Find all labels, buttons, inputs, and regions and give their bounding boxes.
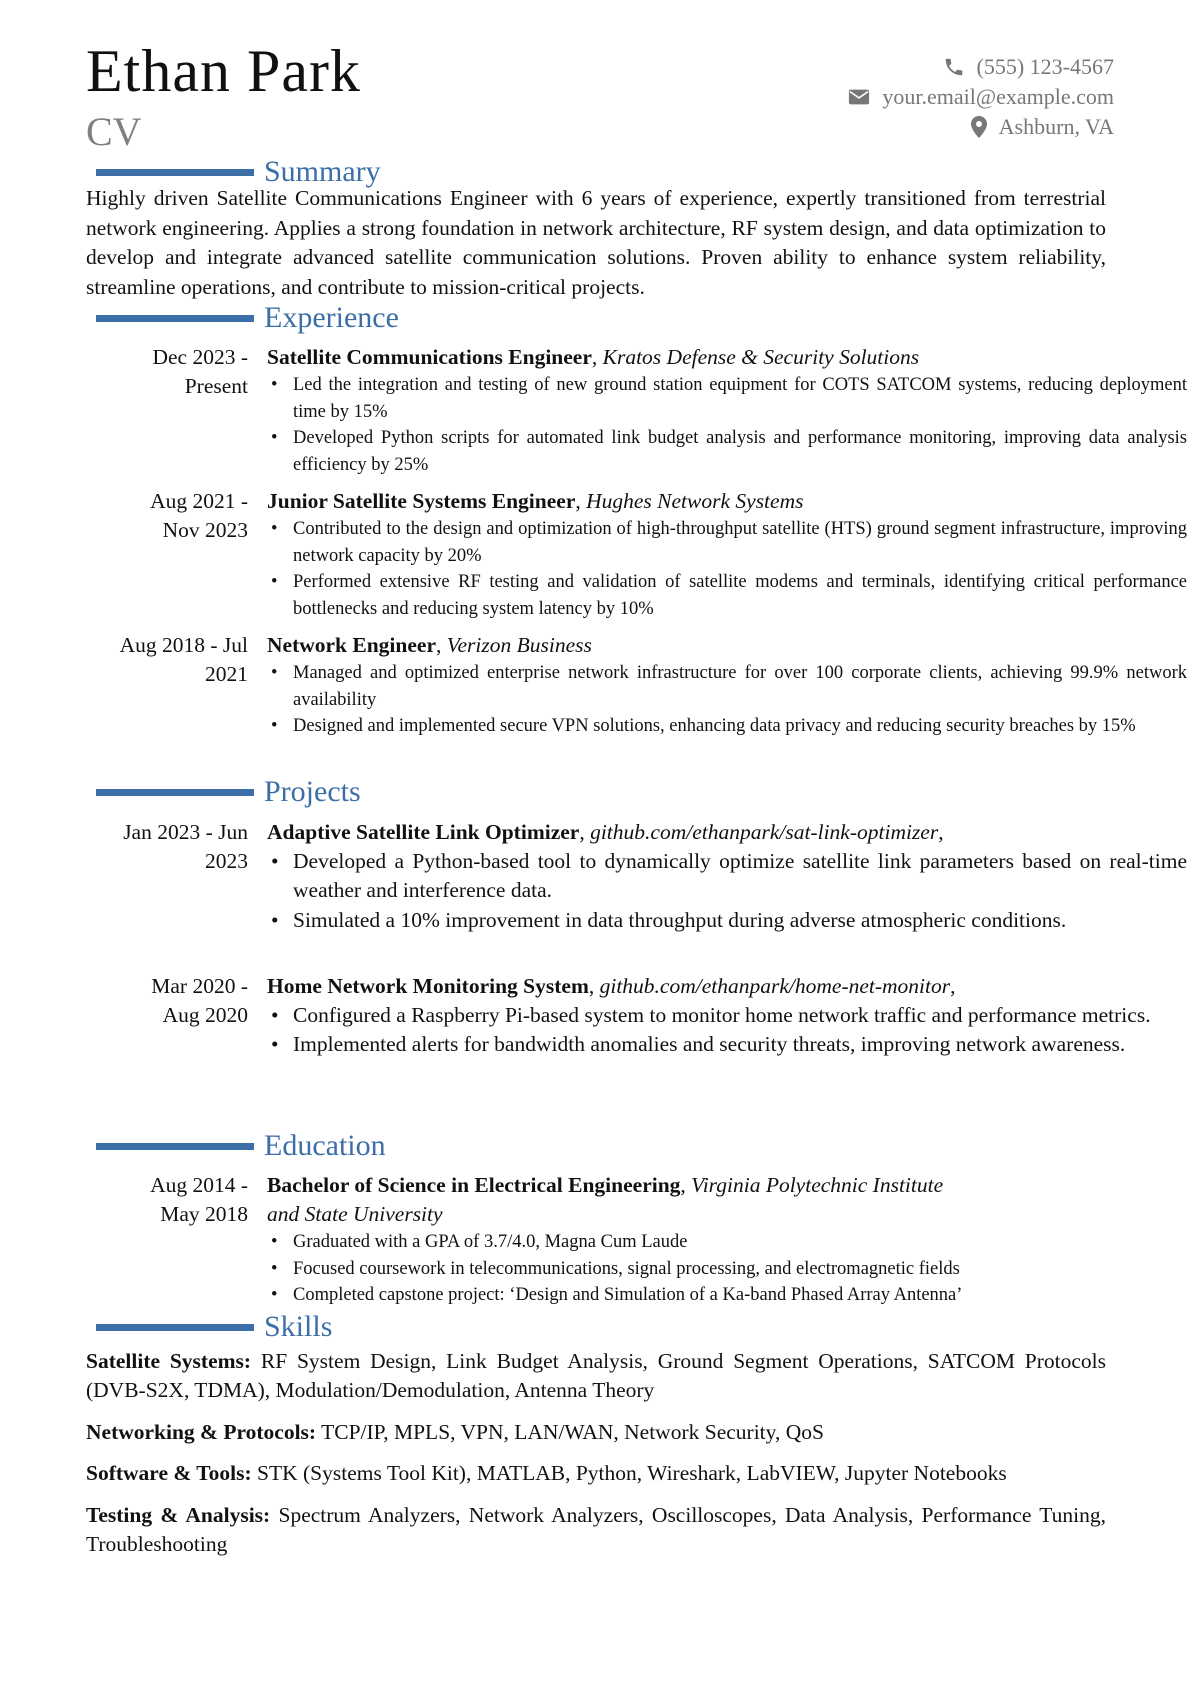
project-link[interactable]: github.com/ethanpark/sat-link-optimizer (590, 820, 939, 844)
section-bar (96, 1324, 254, 1331)
contact-block (848, 52, 1114, 142)
project-title: Home Network Monitoring System (267, 974, 589, 998)
bullet-item: • Developed Python scripts for automated link budget analysis and performance monitoring, improving data analysis efficiency by 25% (267, 425, 1187, 478)
document-subtitle: CV (86, 109, 142, 154)
degree-title: Bachelor of Science in Electrical Engineering (267, 1173, 681, 1197)
skill-values: Spectrum Analyzers, Network Analyzers, Oscilloscopes, Data Analysis, Performance Tuning, Troubleshooting (86, 1502, 1107, 1557)
skill-category: Software & Tools: (86, 1461, 252, 1486)
location-text: Ashburn, VA (998, 114, 1114, 139)
section-bar (96, 1143, 254, 1150)
bullet-list (267, 1229, 1187, 1309)
section-title: Summary (264, 155, 381, 188)
entry-body (267, 818, 1187, 935)
bullet-list (267, 1001, 1187, 1060)
entry-title-line (267, 1200, 1187, 1229)
skill-category: Testing & Analysis: (86, 1502, 271, 1527)
job-title: Junior Satellite Systems Engineer (267, 489, 576, 513)
section-title: Skills (264, 1310, 333, 1343)
map-marker-icon (971, 116, 987, 138)
bullet-list (267, 372, 1187, 478)
date-end: Aug 2020 (162, 1003, 248, 1027)
bullet-item: • Contributed to the design and optimization of high-throughput satellite (HTS) ground segment infrastructure, improving network capacity by 20% (267, 516, 1187, 569)
entry-date (86, 972, 248, 1030)
section-bar (96, 169, 254, 176)
skill-values: RF System Design, Link Budget Analysis, Ground Segment Operations, SATCOM Protocols (DVB-S2X, TDMA), Modulation/Demodulation, Antenna Theory (86, 1349, 1107, 1403)
entry-title-line: Satellite Communications Engineer, Kratos Defense & Security Solutions (267, 345, 920, 369)
section-title: Projects (264, 775, 361, 808)
skills-list (86, 1347, 1106, 1571)
date-start: Dec 2023 - (152, 345, 248, 369)
job-title: Network Engineer (267, 633, 436, 657)
contact-location (848, 112, 1114, 142)
entry-date (86, 631, 248, 689)
entry-title-line: Bachelor of Science in Electrical Engineering, Virginia Polytechnic Institute (267, 1173, 944, 1197)
date-start: Aug 2018 - Jul (119, 633, 248, 657)
section-bar (96, 315, 254, 322)
skill-row (86, 1418, 1106, 1447)
bullet-item: • Graduated with a GPA of 3.7/4.0, Magna Cum Laude (267, 1229, 1187, 1256)
date-end: Present (184, 374, 248, 398)
skill-values: STK (Systems Tool Kit), MATLAB, Python, Wireshark, LabVIEW, Jupyter Notebooks (257, 1461, 1007, 1486)
phone-number[interactable]: (555) 123-4567 (976, 54, 1114, 79)
institution-continued: and State University (267, 1202, 443, 1226)
section-heading-experience (96, 298, 399, 338)
date-start: Mar 2020 - (151, 974, 248, 998)
section-title: Education (264, 1129, 386, 1162)
entry-date (86, 343, 248, 401)
section-heading-education (96, 1126, 386, 1166)
bullet-item: • Simulated a 10% improvement in data throughput during adverse atmospheric conditions. (267, 906, 1187, 935)
bullet-list (267, 516, 1187, 622)
employer: Hughes Network Systems (586, 489, 804, 513)
bullet-item: • Focused coursework in telecommunications, signal processing, and electromagnetic fields (267, 1256, 1187, 1283)
section-bar (96, 789, 254, 796)
skill-values: TCP/IP, MPLS, VPN, LAN/WAN, Network Security, QoS (321, 1419, 824, 1444)
job-title: Satellite Communications Engineer (267, 345, 592, 369)
bullet-item: • Performed extensive RF testing and validation of satellite modems and terminals, identifying critical performance bottlenecks and reducing system latency by 10% (267, 569, 1187, 622)
project-title: Adaptive Satellite Link Optimizer (267, 820, 580, 844)
skill-category: Networking & Protocols: (86, 1419, 317, 1444)
contact-email (848, 82, 1114, 112)
entry-title-line: Adaptive Satellite Link Optimizer, github.com/ethanpark/sat-link-optimizer, (267, 820, 944, 844)
date-end: 2023 (205, 849, 248, 873)
section-heading-skills (96, 1307, 332, 1347)
entry-date (86, 487, 248, 545)
entry-body (267, 972, 1187, 1060)
entry-body (267, 1171, 1187, 1309)
bullet-item: • Developed a Python-based tool to dynamically optimize satellite link parameters based on real-time weather and interference data. (267, 847, 1187, 906)
phone-icon (943, 56, 965, 78)
summary-text: Highly driven Satellite Communications Engineer with 6 years of experience, expertly transitioned from terrestrial network engineering. Applies a strong foundation in network architecture, RF system design, and data optimization to develop and integrate advanced satellite communication solutions. Proven ability to enhance system reliability, streamline operations, and contribute to mission-critical projects. (86, 186, 1106, 299)
section-heading-projects (96, 772, 361, 812)
date-start: Jan 2023 - Jun (123, 820, 248, 844)
employer: Kratos Defense & Security Solutions (602, 345, 920, 369)
entry-date (86, 818, 248, 876)
skill-row (86, 1501, 1106, 1560)
bullet-item: • Managed and optimized enterprise network infrastructure for over 100 corporate clients, achieving 99.9% network availability (267, 660, 1187, 713)
date-end: Nov 2023 (162, 518, 248, 542)
skill-category: Satellite Systems: (86, 1349, 252, 1373)
contact-phone (848, 52, 1114, 82)
bullet-item: • Completed capstone project: ‘Design and Simulation of a Ka-band Phased Array Antenna’ (267, 1282, 1187, 1309)
date-start: Aug 2021 - (150, 489, 248, 513)
date-start: Aug 2014 - (150, 1173, 248, 1197)
envelope-icon (848, 88, 870, 106)
entry-body (267, 631, 1187, 740)
bullet-item: • Designed and implemented secure VPN solutions, enhancing data privacy and reducing security breaches by 15% (267, 713, 1187, 740)
entry-title-line: Network Engineer, Verizon Business (267, 633, 592, 657)
bullet-list (267, 847, 1187, 935)
section-title: Experience (264, 301, 399, 334)
skill-row (86, 1347, 1106, 1406)
entry-title-line: Junior Satellite Systems Engineer, Hughes Network Systems (267, 489, 804, 513)
person-name: Ethan Park (86, 38, 361, 104)
entry-body (267, 343, 1187, 478)
skill-row (86, 1459, 1106, 1488)
institution: Virginia Polytechnic Institute (691, 1173, 944, 1197)
project-link[interactable]: github.com/ethanpark/home-net-monitor (599, 974, 951, 998)
date-end: 2021 (205, 662, 248, 686)
employer: Verizon Business (446, 633, 592, 657)
bullet-item: • Led the integration and testing of new ground station equipment for COTS SATCOM systems, reducing deployment time by 15% (267, 372, 1187, 425)
entry-body (267, 487, 1187, 622)
entry-date (86, 1171, 248, 1229)
email-address[interactable]: your.email@example.com (882, 84, 1114, 109)
bullet-item: • Implemented alerts for bandwidth anomalies and security threats, improving network awareness. (267, 1030, 1187, 1059)
bullet-item: • Configured a Raspberry Pi-based system to monitor home network traffic and performance metrics. (267, 1001, 1187, 1030)
entry-title-line: Home Network Monitoring System, github.com/ethanpark/home-net-monitor, (267, 974, 956, 998)
date-end: May 2018 (160, 1202, 248, 1226)
bullet-list (267, 660, 1187, 740)
